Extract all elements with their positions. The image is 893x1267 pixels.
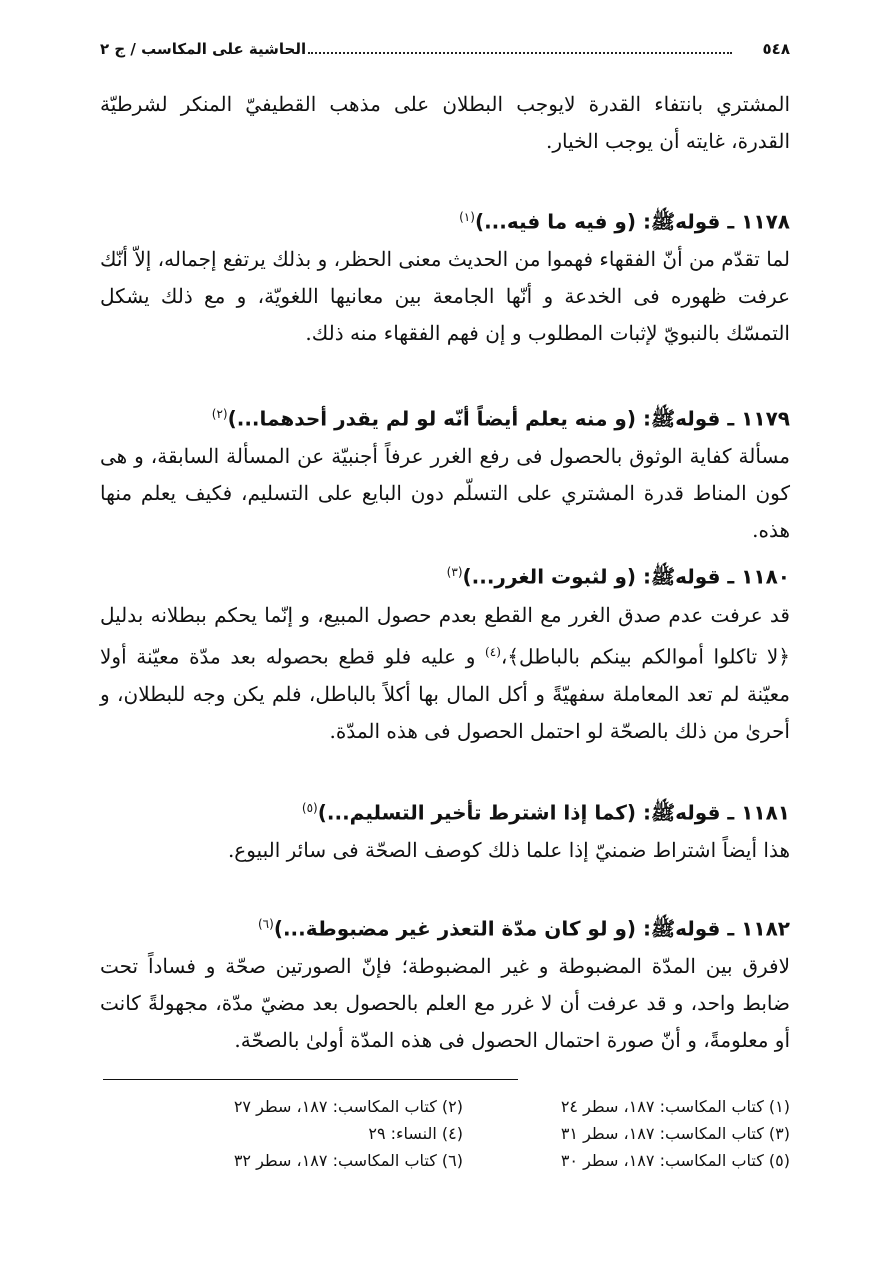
- heading-text: ١١٧٩ ـ قولهﷺ: (و منه يعلم أيضاً أنّه لو لم يقدر أحدهما...): [227, 406, 790, 431]
- heading-text: ١١٧٨ ـ قولهﷺ: (و فيه ما فيه...): [474, 209, 790, 234]
- heading-1178: [100, 202, 790, 237]
- heading-text: ١١٨١ ـ قولهﷺ: (كما إذا اشترط تأخير التسليم...): [317, 800, 790, 825]
- heading-1181: [100, 793, 790, 828]
- footnote-2: (٢) كتاب المكاسب: ١٨٧، سطر ٢٧: [233, 1097, 463, 1116]
- header-dot-leader: [308, 52, 732, 54]
- heading-text: ١١٨٢ ـ قولهﷺ: (و لو كان مدّة التعذر غير مضبوطة...): [273, 916, 790, 941]
- footnote-ref: (٢): [211, 407, 228, 421]
- heading-text: ١١٨٠ ـ قولهﷺ: (و لثبوت الغرر...): [462, 564, 790, 589]
- running-title: الحاشية على المكاسب / ج ٢: [100, 40, 307, 58]
- footnote-3: (٣) كتاب المكاسب: ١٨٧، سطر ٣١: [560, 1124, 790, 1143]
- paragraph-continued: المشتري بانتفاء القدرة لايوجب البطلان على مذهب القطيفيّ المنكر لشرطيّة القدرة، غايته أن يوجب الخيار.: [100, 92, 790, 153]
- paragraph-1181: هذا أيضاً اشتراط ضمنيّ إذا علما ذلك كوصف الصحّة فى سائر البيوع.: [227, 838, 790, 862]
- page-number: ٥٤٨: [762, 40, 790, 58]
- page-header: [100, 38, 790, 66]
- heading-1179: [100, 399, 790, 434]
- paragraph-1182: لافرق بين المدّة المضبوطة و غير المضبوطة؛ فإنّ الصورتين صحّة و فساداً تحت ضابط واحد، و قد عرفت أن لا غرر مع العلم بالحصول بعد مضيّ مدّة، مجهولةً كانت أو معلومةً، و أنّ صورة احتمال الحصول فى هذه المدّة أولىٰ بالصحّة.: [100, 954, 790, 1052]
- paragraph-text: قد عرفت عدم صدق الغرر مع القطع بعدم حصول المبيع، و إنّما يحكم ببطلانه بدليل ﴿لا تاكلوا أموالكم بينكم بالباطل﴾،: [100, 603, 790, 669]
- paragraph-1178: لما تقدّم من أنّ الفقهاء فهموا من الحديث معنى الحظر، و بذلك يرتفع إجماله، إلاّ أنّك عرفت ظهوره فى الخدعة و أنّها الجامعة بين معانيها اللغويّة، و مع ذلك يشكل التمسّك بالنبويّ لإثبات المطلوب و إن فهم الفقهاء منه ذلك.: [100, 247, 791, 345]
- paragraph-1180: [100, 597, 790, 750]
- footnote-4: (٤) النساء: ٢٩: [368, 1124, 463, 1143]
- paragraph-1179: مسألة كفاية الوثوق بالحصول فى رفع الغرر عرفاً أجنبيّة عن المسألة السابقة، و هى كون المناط قدرة المشتري على التسلّم دون البايع على التسليم، فكيف يعلم منها هذه.: [100, 444, 790, 542]
- footnote-ref: (٣): [446, 565, 463, 579]
- footnote-6: (٦) كتاب المكاسب: ١٨٧، سطر ٣٢: [233, 1151, 463, 1170]
- footnote-1: (١) كتاب المكاسب: ١٨٧، سطر ٢٤: [560, 1097, 790, 1116]
- footnote-ref: (٥): [301, 801, 318, 815]
- footnote-separator: [103, 1079, 518, 1080]
- footnote-ref: (٦): [257, 917, 274, 931]
- heading-1180: [100, 557, 790, 592]
- footnote-5: (٥) كتاب المكاسب: ١٨٧، سطر ٣٠: [560, 1151, 790, 1170]
- paragraph-text: و عليه فلو قطع بحصوله بعد مدّة معيّنة أولا معيّنة لم تعد المعاملة سفهيّةً و أكل المال بها أكلاً بالباطل، فلم يكن وجه للبطلان، و أحرىٰ من ذلك بالصحّة لو احتمل الحصول فى هذه المدّة.: [100, 644, 790, 743]
- heading-1182: [100, 909, 790, 944]
- footnote-ref: (١): [459, 210, 475, 224]
- footnote-ref: (٤): [485, 645, 501, 659]
